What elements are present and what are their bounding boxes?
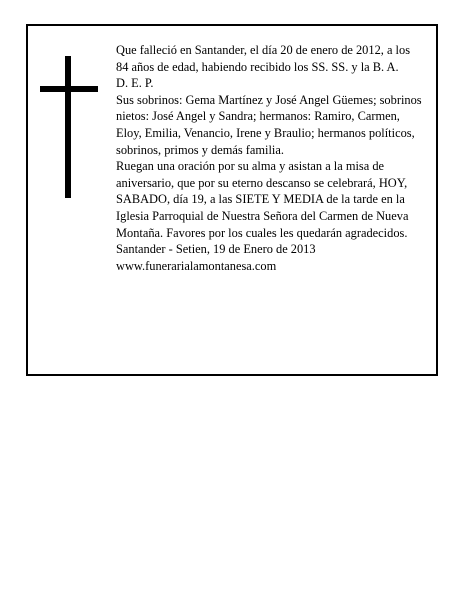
cross-icon xyxy=(40,56,98,198)
notice-body xyxy=(116,42,422,274)
cross-horizontal-bar xyxy=(40,86,98,92)
place-and-date: Santander - Setien, 19 de Enero de 2013 xyxy=(116,242,316,257)
death-statement: Que falleció en Santander, el día 20 de enero de 2012, a los 84 años de edad, habiendo recibido los SS. SS. y la B. A. xyxy=(116,43,411,74)
cross-vertical-bar xyxy=(65,56,71,198)
website-text: www.funerarialamontanesa.com xyxy=(116,258,277,273)
obituary-notice xyxy=(26,24,438,376)
mass-announcement: Ruegan una oración por su alma y asistan a la misa de aniversario, que por su eterno descanso se celebrará, HOY, SABADO, día 19, a las SIETE Y MEDIA de la tarde en la Iglesia Parroquial de Nuestra Señora del Carmen de Nueva Montaña. Favores por los cuales les quedarán agradecidos. xyxy=(116,159,409,240)
rest-in-peace: D. E. P. xyxy=(116,76,154,91)
family-list: Sus sobrinos: Gema Martínez y José Angel Güemes; sobrinos nietos: José Angel y Sandra; hermanos: Ramiro, Carmen, Eloy, Emilia, Venancio, Irene y Braulio; hermanos políticos, sobrinos, primos y demás familia. xyxy=(116,92,422,157)
